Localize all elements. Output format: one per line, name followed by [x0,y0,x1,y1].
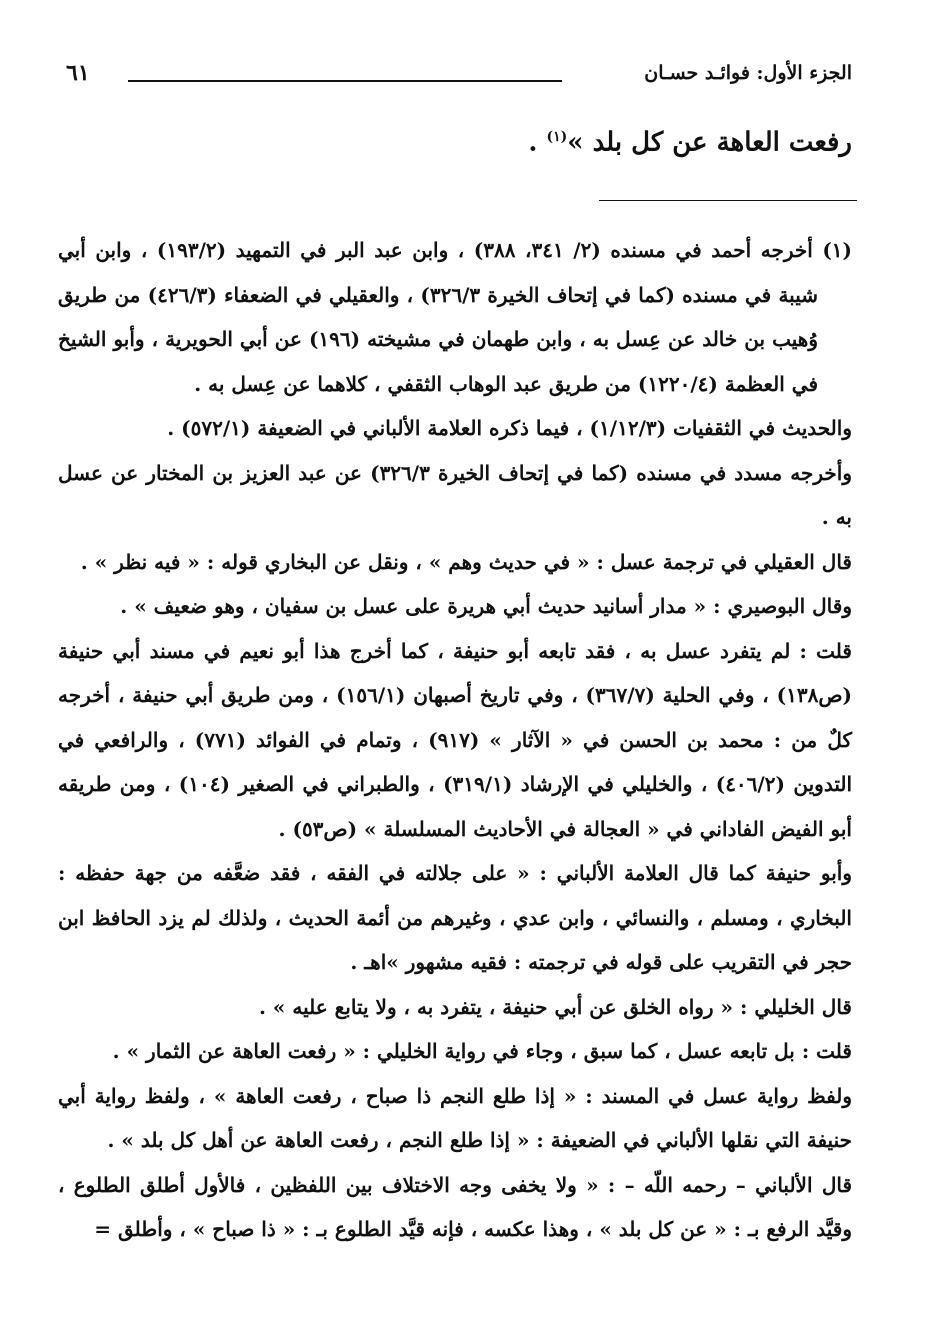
running-header-title: الجزء الأول: فوائـد حسـان [644,62,852,84]
main-text-end: . [528,127,547,158]
main-text [58,112,852,168]
footnote-paragraph: وقال البوصيري : « مدار أسانيد حديث أبي هريرة على عسل بن سفيان ، وهو ضعيف » . [120,594,852,618]
footnote-paragraph: قال الخليلي : « رواه الخلق عن أبي حنيفة ، يتفرد به ، ولا يتابع عليه » . [259,994,852,1019]
footnote-paragraph: (١) أخرجه أحمد في مسنده (٢/ ٣٤١، ٣٨٨) ، وابن عبد البر في التمهيد (١٩٣/٢) ، وابن أبي شيبة في مسنده (كما في إتحاف الخيرة ٣٢٦/٣) ، والعقيلي في الضعفاء (٤٢٦/٣) من طريق وُهيب بن خالد عن عِسل به ، وابن طهمان في مشيخته (١٩٦) عن أبي الحويرية ، وأبو الشيخ في العظمة (١٢٢٠/٤) من طريق عبد الوهاب الثقفي ، كلاهما عن عِسل به . [58,238,853,396]
footnote-paragraph: وأخرجه مسدد في مسنده (كما في إتحاف الخيرة ٣٢٦/٣) عن عبد العزيز بن المختار عن عسل به . [58,460,853,529]
page-number: ٦١ [66,60,90,86]
main-text-body: رفعت العاهة عن كل بلد » [567,127,852,158]
footnote-paragraph: والحديث في الثقفيات (١/١٢/٣) ، فيما ذكره العلامة الألباني في الضعيفة (٥٧٢/١) . [167,416,852,440]
footnotes [58,228,852,1252]
footnote-paragraph: ولفظ رواية عسل في المسند : « إذا طلع النجم ذا صباح ، رفعت العاهة » ، ولفظ رواية أبي حنيفة التي نقلها الألباني في الضعيفة : « إذا طلع النجم ، رفعت العاهة عن أهل كل بلد » . [58,1083,852,1152]
footnote-separator [599,200,857,201]
header-rule [128,80,562,82]
footnote-paragraph: وأبو حنيفة كما قال العلامة الألباني : « على جلالته في الفقه ، فقد ضعَّفه من جهة حفظه : البخاري ، ومسلم ، والنسائي ، وابن عدي ، وغيرهم من أئمة الحديث ، ولذلك لم يزد الحافظ ابن حجر في التقريب على قوله في ترجمته : فقيه مشهور »اهـ . [58,861,852,974]
footnote-paragraph: قلت : بل تابعه عسل ، كما سبق ، وجاء في رواية الخليلي : « رفعت العاهة عن الثمار » . [112,1039,852,1063]
footnote-reference: (١) [546,129,568,145]
footnote-paragraph: قلت : لم يتفرد عسل به ، فقد تابعه أبو حنيفة ، كما أخرج هذا أبو نعيم في مسند أبي حنيفة (ص١٣٨) ، وفي الحلية (٣٦٧/٧) ، وفي تاريخ أصبهان (١٥٦/١) ، ومن طريق أبي حنيفة ، أخرجه كلٌ من : محمد بن الحسن في « الآثار » (٩١٧) ، وتمام في الفوائد (٧٧١) ، والرافعي في التدوين (٤٠٦/٢) ، والخليلي في الإرشاد (٣١٩/١) ، والطبراني في الصغير (١٠٤) ، ومن طريقه أبو الفيض الفاداني في « العجالة في الأحاديث المسلسلة » (ص٥٣) . [58,638,853,841]
footnote-paragraph: قال الألباني – رحمه اللّه – : « ولا يخفى وجه الاختلاف بين اللفظين ، فالأول أطلق الطلوع ، وقيَّد الرفع بـ : « عن كل بلد » ، وهذا عكسه ، فإنه قيَّد الطلوع بـ : « ذا صباح » ، وأطلق = [58,1172,852,1241]
running-header [58,56,852,96]
footnote-paragraph: قال العقيلي في ترجمة عسل : « في حديث وهم » ، ونقل عن البخاري قوله : « فيه نظر » . [80,549,852,574]
